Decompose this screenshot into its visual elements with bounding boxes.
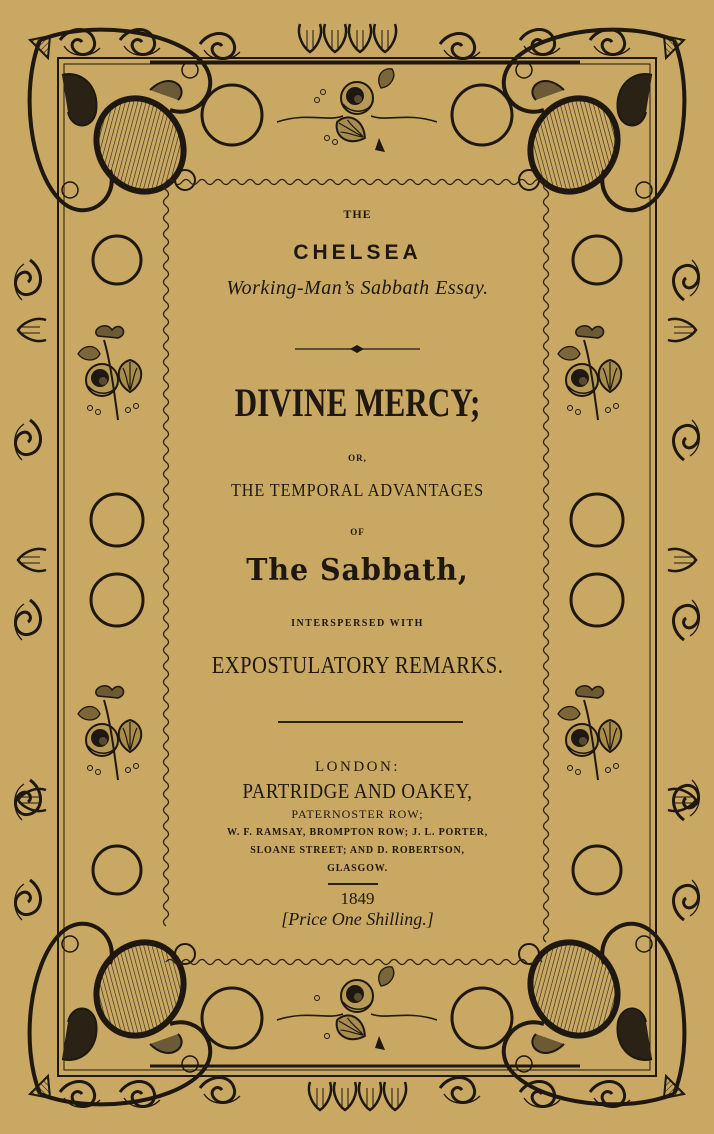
imprint-publisher-address: PATERNOSTER ROW; [291, 807, 424, 821]
imprint-agents-line-2: SLOANE STREET; AND D. ROBERTSON, [250, 845, 465, 856]
of-connector: OF [350, 527, 365, 537]
imprint-agents-line-1: W. F. RAMSAY, BROMPTON ROW; J. L. PORTER, [226, 827, 489, 838]
title-panel [170, 195, 545, 955]
interspersed-connector: INTERSPERSED WITH [291, 618, 424, 629]
series-subtitle: Working-Man’s Sabbath Essay. [226, 277, 489, 299]
series-article: THE [343, 207, 372, 221]
imprint-year: 1849 [340, 889, 375, 908]
divider-rule [278, 721, 463, 723]
or-connector: OR, [348, 453, 367, 463]
imprint-price: [Price One Shilling.] [281, 909, 434, 929]
subtitle-line-1: THE TEMPORAL ADVANTAGES [230, 480, 485, 500]
short-rule [328, 883, 378, 885]
imprint-agents-line-3: GLASGOW. [327, 863, 388, 874]
series-name: CHELSEA [293, 241, 422, 264]
main-title: DIVINE MERCY; [234, 380, 481, 425]
subtitle-line-2-blackletter: The Sabbath, [246, 553, 469, 588]
subtitle-line-3: EXPOSTULATORY REMARKS. [211, 653, 504, 679]
imprint-city: LONDON: [315, 759, 400, 775]
diamond-rule-icon [295, 345, 420, 353]
imprint-publisher: PARTRIDGE AND OAKEY, [242, 779, 473, 803]
